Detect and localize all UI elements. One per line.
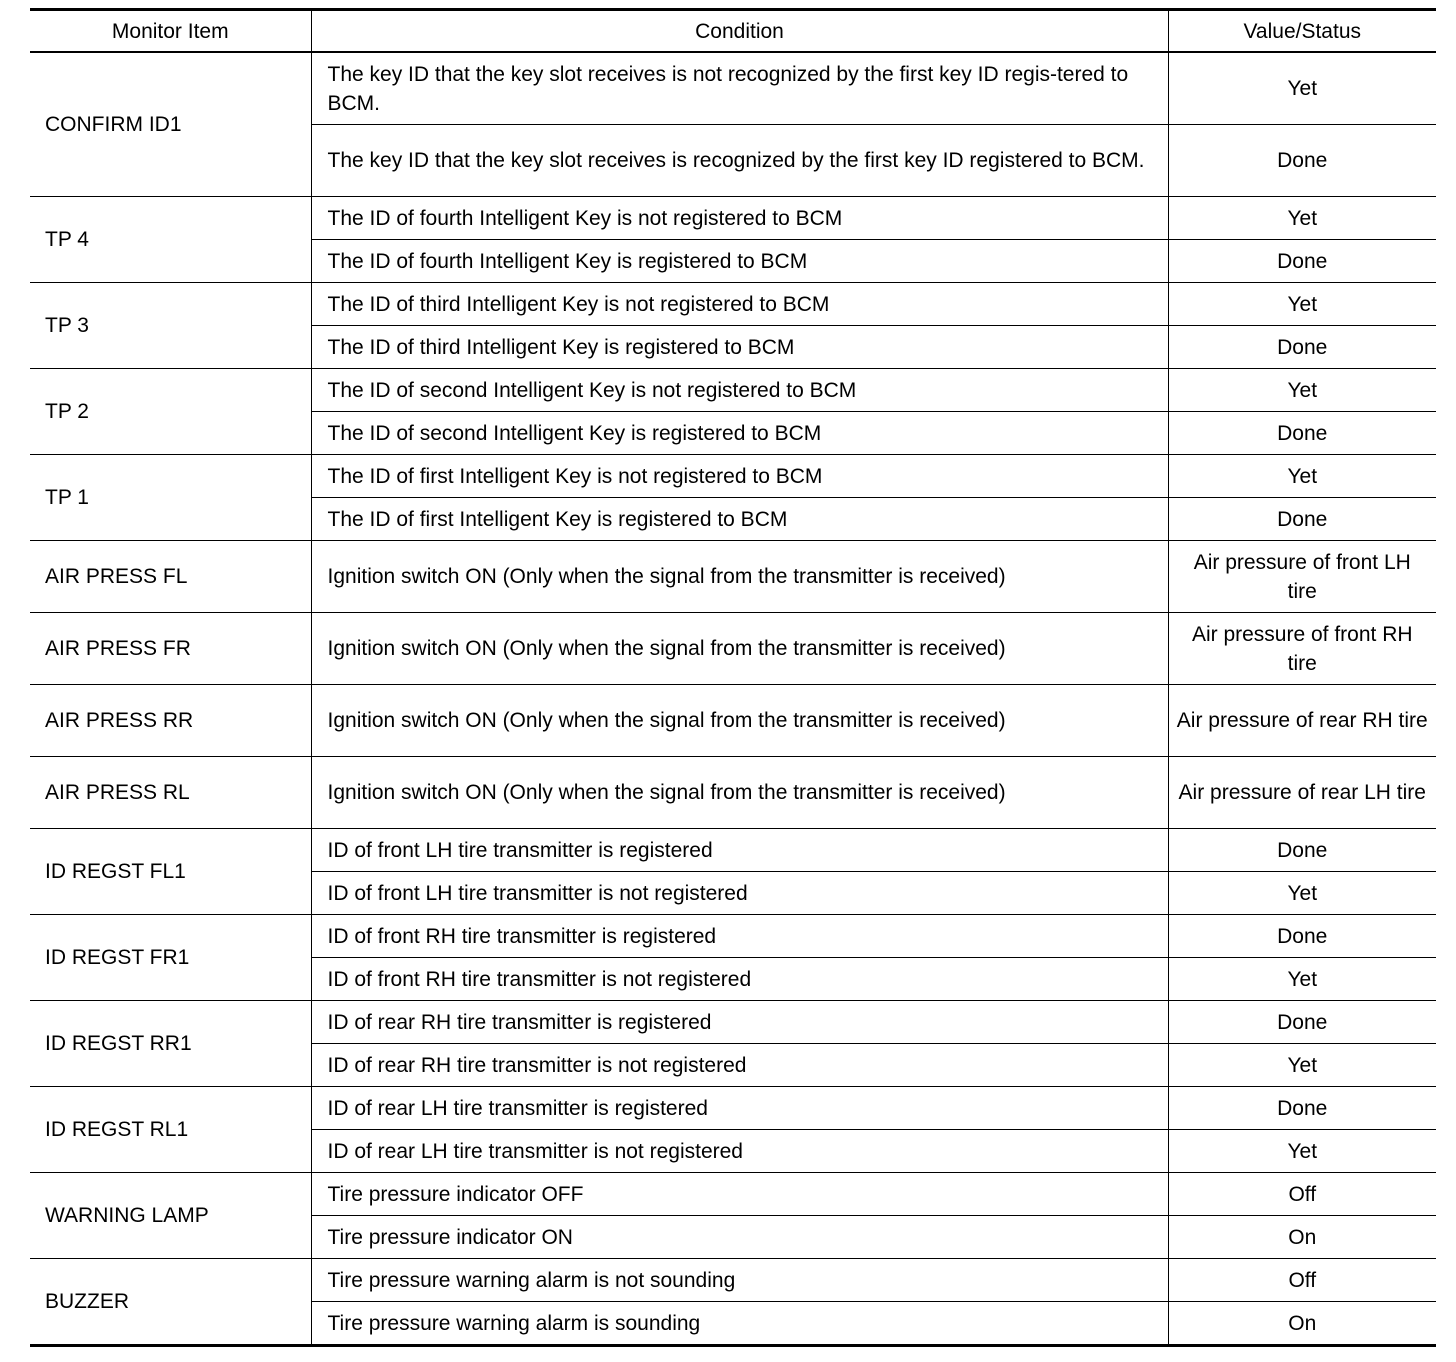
table-row [30, 369, 1436, 412]
monitor-item-cell: TP 4 [30, 197, 311, 283]
condition-cell: ID of front RH tire transmitter is not registered [311, 958, 1168, 1001]
condition-cell: The ID of second Intelligent Key is not registered to BCM [311, 369, 1168, 412]
condition-cell: ID of rear LH tire transmitter is not registered [311, 1130, 1168, 1173]
header-value-status: Value/Status [1168, 10, 1436, 53]
header-condition: Condition [311, 10, 1168, 53]
value-status-cell: Yet [1168, 52, 1436, 125]
monitor-item-cell: TP 1 [30, 455, 311, 541]
value-status-cell: Yet [1168, 197, 1436, 240]
value-status-cell: Air pressure of front RH tire [1168, 613, 1436, 685]
table-row [30, 1173, 1436, 1216]
condition-cell: Ignition switch ON (Only when the signal from the transmitter is received) [311, 613, 1168, 685]
header-row [30, 10, 1436, 53]
condition-cell: ID of front LH tire transmitter is not registered [311, 872, 1168, 915]
monitor-item-cell: BUZZER [30, 1259, 311, 1346]
value-status-cell: Yet [1168, 283, 1436, 326]
value-status-cell: Done [1168, 125, 1436, 197]
value-status-cell: On [1168, 1302, 1436, 1346]
table-body [30, 52, 1436, 1346]
condition-cell: The ID of second Intelligent Key is registered to BCM [311, 412, 1168, 455]
condition-cell: ID of rear RH tire transmitter is not registered [311, 1044, 1168, 1087]
monitor-item-cell: WARNING LAMP [30, 1173, 311, 1259]
value-status-cell: Off [1168, 1259, 1436, 1302]
condition-cell: Tire pressure warning alarm is not sounding [311, 1259, 1168, 1302]
monitor-item-cell: TP 2 [30, 369, 311, 455]
monitor-item-cell: ID REGST RR1 [30, 1001, 311, 1087]
condition-cell: Tire pressure indicator ON [311, 1216, 1168, 1259]
condition-cell: Ignition switch ON (Only when the signal from the transmitter is received) [311, 541, 1168, 613]
table-row [30, 1001, 1436, 1044]
value-status-cell: Done [1168, 412, 1436, 455]
condition-cell: Ignition switch ON (Only when the signal from the transmitter is received) [311, 757, 1168, 829]
condition-cell: ID of front RH tire transmitter is registered [311, 915, 1168, 958]
condition-cell: The key ID that the key slot receives is not recognized by the first key ID regis-tered to BCM. [311, 52, 1168, 125]
table-row [30, 613, 1436, 685]
monitor-item-cell: AIR PRESS FL [30, 541, 311, 613]
condition-cell: The ID of first Intelligent Key is not registered to BCM [311, 455, 1168, 498]
value-status-cell: Yet [1168, 1044, 1436, 1087]
condition-cell: The ID of third Intelligent Key is not registered to BCM [311, 283, 1168, 326]
condition-cell: Tire pressure indicator OFF [311, 1173, 1168, 1216]
condition-cell: The ID of fourth Intelligent Key is not registered to BCM [311, 197, 1168, 240]
table-row [30, 52, 1436, 125]
table-row [30, 685, 1436, 757]
value-status-cell: Air pressure of front LH tire [1168, 541, 1436, 613]
table-row [30, 541, 1436, 613]
value-status-cell: Done [1168, 1087, 1436, 1130]
value-status-cell: Yet [1168, 958, 1436, 1001]
condition-cell: Tire pressure warning alarm is sounding [311, 1302, 1168, 1346]
value-status-cell: Yet [1168, 369, 1436, 412]
monitor-item-cell: AIR PRESS FR [30, 613, 311, 685]
table-row [30, 757, 1436, 829]
condition-cell: Ignition switch ON (Only when the signal from the transmitter is received) [311, 685, 1168, 757]
condition-cell: ID of front LH tire transmitter is registered [311, 829, 1168, 872]
header-monitor-item: Monitor Item [30, 10, 311, 53]
value-status-cell: Done [1168, 498, 1436, 541]
monitor-item-cell: TP 3 [30, 283, 311, 369]
monitor-item-cell: CONFIRM ID1 [30, 52, 311, 197]
value-status-cell: Done [1168, 1001, 1436, 1044]
monitor-item-cell: AIR PRESS RL [30, 757, 311, 829]
table-row [30, 1259, 1436, 1302]
condition-cell: ID of rear RH tire transmitter is registered [311, 1001, 1168, 1044]
monitor-item-cell: ID REGST RL1 [30, 1087, 311, 1173]
condition-cell: The ID of third Intelligent Key is registered to BCM [311, 326, 1168, 369]
value-status-cell: Done [1168, 829, 1436, 872]
value-status-cell: Yet [1168, 455, 1436, 498]
table-row [30, 1087, 1436, 1130]
condition-cell: The key ID that the key slot receives is recognized by the first key ID registered to BCM. [311, 125, 1168, 197]
value-status-cell: Air pressure of rear LH tire [1168, 757, 1436, 829]
table-row [30, 283, 1436, 326]
condition-cell: ID of rear LH tire transmitter is registered [311, 1087, 1168, 1130]
table-row [30, 915, 1436, 958]
value-status-cell: Yet [1168, 1130, 1436, 1173]
condition-cell: The ID of fourth Intelligent Key is registered to BCM [311, 240, 1168, 283]
monitor-table [30, 8, 1436, 1347]
value-status-cell: Done [1168, 326, 1436, 369]
table-row [30, 197, 1436, 240]
table-row [30, 455, 1436, 498]
table-row [30, 829, 1436, 872]
value-status-cell: Air pressure of rear RH tire [1168, 685, 1436, 757]
monitor-item-cell: ID REGST FR1 [30, 915, 311, 1001]
value-status-cell: Off [1168, 1173, 1436, 1216]
value-status-cell: Done [1168, 915, 1436, 958]
value-status-cell: On [1168, 1216, 1436, 1259]
value-status-cell: Done [1168, 240, 1436, 283]
monitor-item-cell: AIR PRESS RR [30, 685, 311, 757]
value-status-cell: Yet [1168, 872, 1436, 915]
monitor-item-cell: ID REGST FL1 [30, 829, 311, 915]
condition-cell: The ID of first Intelligent Key is registered to BCM [311, 498, 1168, 541]
